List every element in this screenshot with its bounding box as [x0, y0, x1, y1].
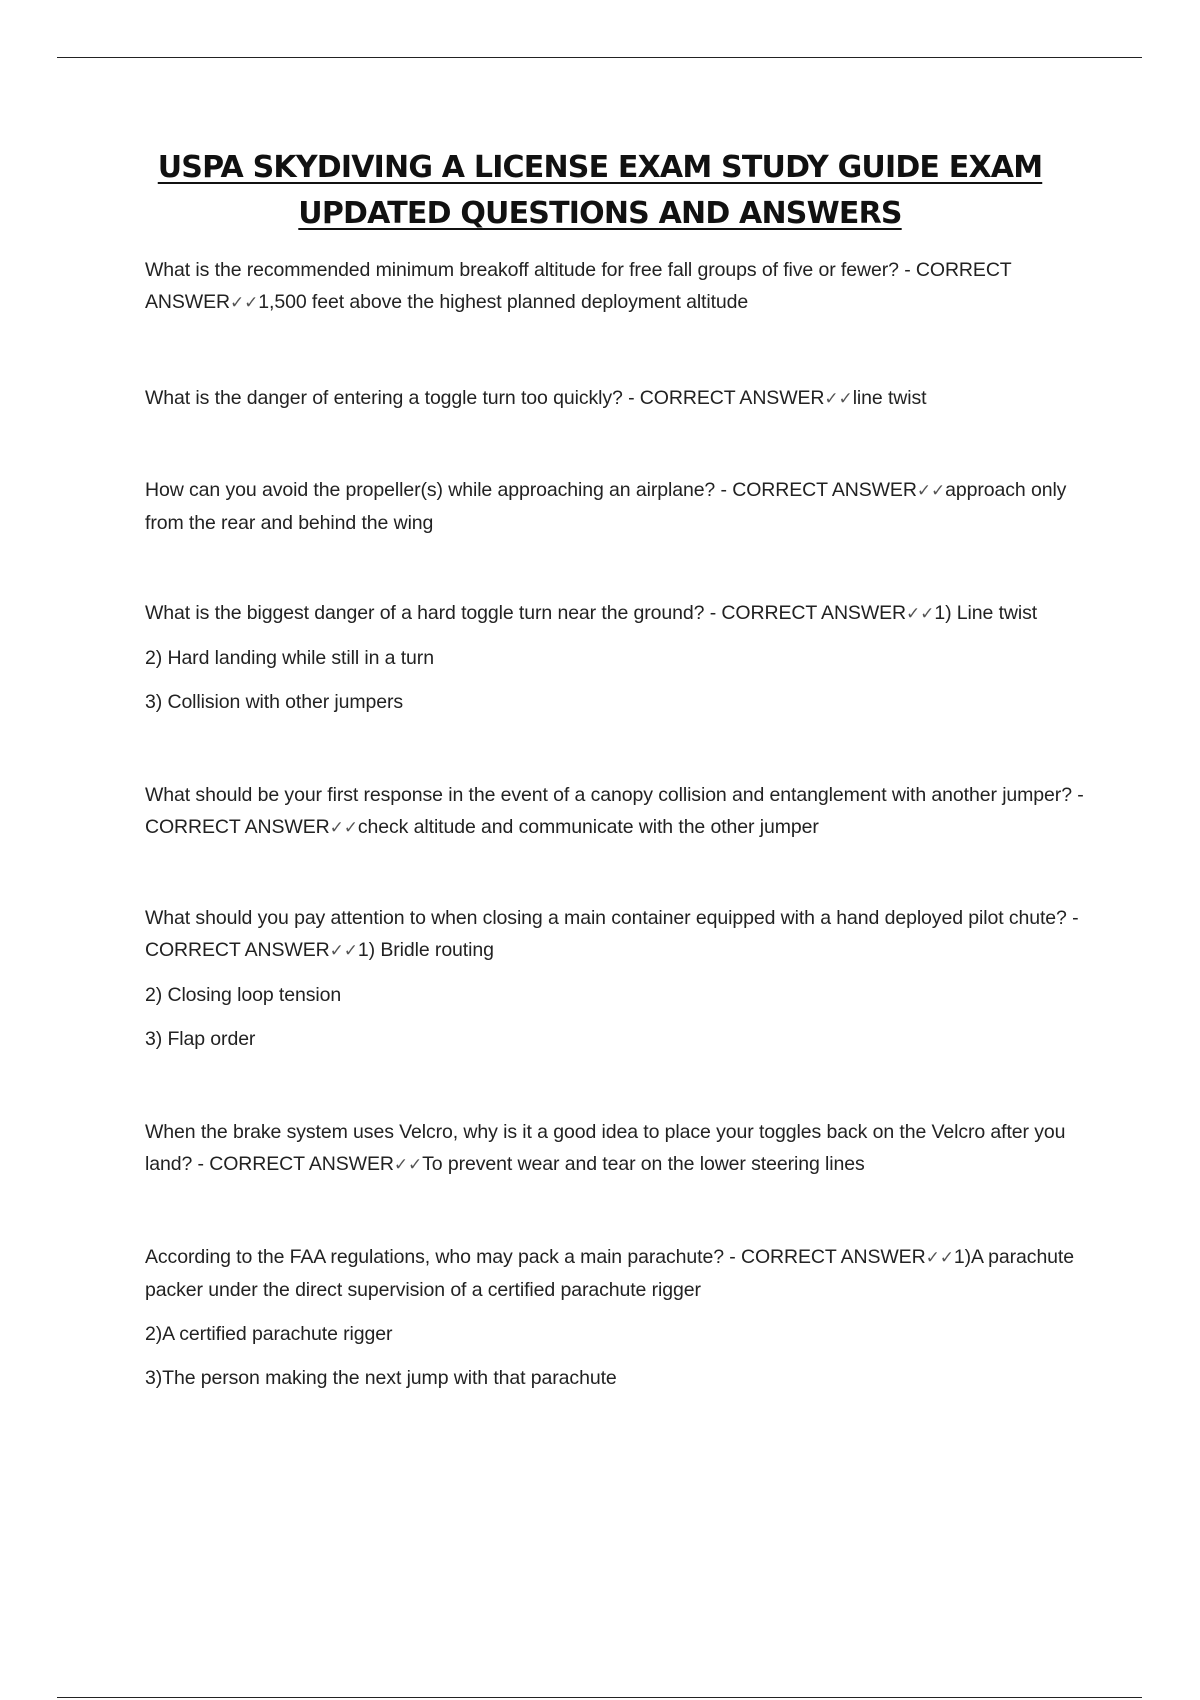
question-text: What should you pay attention to when closing a main container equipped with a hand deployed pilot chute? [145, 907, 1067, 929]
answer-text: 1) Bridle routing [357, 939, 494, 961]
qa-text [145, 474, 1085, 539]
qa-text [145, 597, 1085, 630]
question-text: According to the FAA regulations, who may pack a main parachute? [145, 1246, 724, 1268]
qa-text [145, 1241, 1085, 1306]
question-text: What should be your first response in the event of a canopy collision and entanglement with another jumper? [145, 784, 1072, 806]
qa-text [145, 382, 1085, 415]
qa-item [145, 779, 1085, 844]
qa-item [145, 1241, 1085, 1394]
checkmark-icon: ✓✓ [230, 293, 259, 313]
answer-extra-line: 3) Flap order [145, 1028, 256, 1050]
answer-prefix: - CORRECT ANSWER [145, 784, 1084, 838]
checkmark-icon: ✓✓ [906, 604, 935, 624]
qa-item [145, 474, 1085, 539]
question-text: When the brake system uses Velcro, why is it a good idea to place your toggles back on the Velcro after you land? [145, 1121, 1066, 1175]
qa-text [145, 779, 1085, 844]
header-rule [57, 57, 1142, 58]
qa-item [145, 597, 1085, 718]
checkmark-icon: ✓✓ [393, 1155, 423, 1175]
question-text: What is the danger of entering a toggle turn too quickly? [145, 387, 623, 409]
checkmark-icon: ✓✓ [329, 818, 358, 838]
answer-text: check altitude and communicate with the other jumper [357, 816, 819, 838]
answer-prefix: - CORRECT ANSWER [145, 907, 1079, 961]
question-text: How can you avoid the propeller(s) while approaching an airplane? [145, 479, 716, 501]
question-text: What is the biggest danger of a hard toggle turn near the ground? [145, 602, 705, 624]
answer-extra-line: 3)The person making the next jump with that parachute [145, 1367, 617, 1389]
qa-text [145, 254, 1085, 319]
answer-text: line twist [852, 387, 927, 409]
qa-item [145, 1116, 1085, 1181]
qa-item [145, 254, 1085, 319]
answer-extra-line: 3) Collision with other jumpers [145, 691, 404, 713]
qa-item [145, 382, 1085, 415]
checkmark-icon: ✓✓ [916, 481, 946, 501]
answer-text: 1) Line twist [934, 602, 1038, 624]
answer-prefix: - CORRECT ANSWER [709, 602, 907, 624]
answer-prefix: - CORRECT ANSWER [628, 387, 825, 409]
answer-extra-line: 2) Closing loop tension [145, 984, 342, 1006]
answer-extra-line: 2) Hard landing while still in a turn [145, 647, 434, 669]
answer-text: approach only from the rear and behind the wing [145, 479, 1067, 534]
checkmark-icon: ✓✓ [824, 389, 853, 409]
answer-text: 1,500 feet above the highest planned deployment altitude [258, 291, 749, 313]
answer-extra-line: 2)A certified parachute rigger [145, 1323, 393, 1345]
qa-text [145, 902, 1085, 967]
qa-item [145, 902, 1085, 1055]
title-line-2: UPDATED QUESTIONS AND ANSWERS [298, 196, 902, 231]
answer-text: To prevent wear and tear on the lower steering lines [422, 1153, 865, 1175]
answer-prefix: - CORRECT ANSWER [197, 1153, 394, 1175]
answer-prefix: - CORRECT ANSWER [729, 1246, 926, 1268]
qa-text [145, 1116, 1085, 1181]
answer-prefix: - CORRECT ANSWER [720, 479, 917, 501]
answer-prefix: - CORRECT ANSWER [145, 259, 1012, 313]
answer-text: 1)A parachute packer under the direct supervision of a certified parachute rigger [145, 1246, 1074, 1301]
checkmark-icon: ✓✓ [925, 1248, 954, 1268]
title-line-1: USPA SKYDIVING A LICENSE EXAM STUDY GUIDE EXAM [157, 150, 1043, 185]
document-title [100, 145, 1100, 237]
footer-rule [57, 1697, 1142, 1698]
checkmark-icon: ✓✓ [329, 941, 358, 961]
question-text: What is the recommended minimum breakoff altitude for free fall groups of five or fewer? [145, 259, 899, 281]
